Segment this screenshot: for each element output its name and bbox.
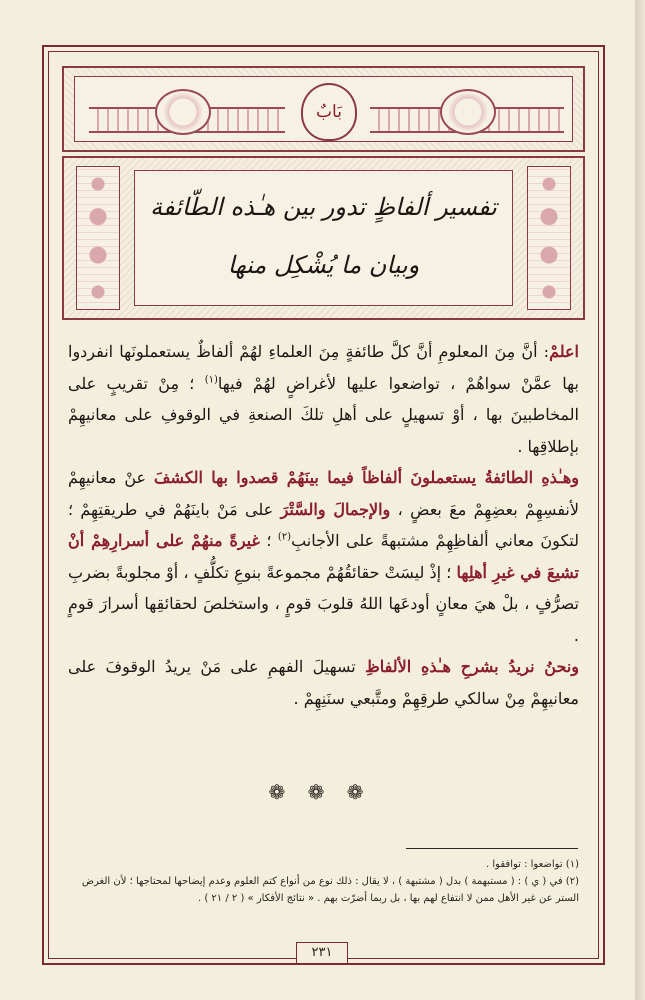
chapter-title-line-1: تفسير ألفاظٍ تدور بين هـٰذه الطّائفة (150, 193, 497, 221)
footnote-1: (١) تواضعوا : توافقوا . (486, 859, 579, 870)
paragraph-1-lead: اعلمْ (549, 342, 579, 361)
paragraph-1-text-2: ؛ مِنْ تقريبٍ على المخاطبينَ بها ، أوْ تسهيلٍ على أهلِ تلكَ الصنعةِ في الوقوفِ على معانيهِمْ بإطلاقِها . (68, 373, 579, 456)
chapter-header-band (62, 66, 585, 152)
paragraph-2-highlight-c: والإجمالَ والسَّتْرَ (280, 499, 391, 519)
chapter-medallion (301, 83, 357, 141)
page-number: ٢٣١ (296, 942, 348, 964)
paragraph-3-highlight-a: ونحنُ نريدُ بشرحِ هـٰذهِ الألفاظِ (365, 657, 579, 676)
chapter-title-box (134, 170, 513, 306)
paragraph-1 (68, 336, 579, 462)
paragraph-2-highlight-f: غيرةً منهُمْ على أسرارِهِمْ أنْ تشيعَ في غيرِ أهلِها (68, 531, 580, 582)
paragraph-1-text: : أنَّ مِنَ المعلومِ أنَّ كلَّ طائفةٍ مِنَ العلماءِ لهُمْ ألفاظٌ يستعملونَها انفردوا بها عمَّنْ سواهُمْ ، تواضعوا عليها لأغراضٍ لهُمْ فيها (68, 342, 579, 393)
paragraph-2-text-b: عنْ معانيهِمْ لأنفسِهِمْ بعضِهِمْ معَ بعضٍ ، (68, 468, 579, 519)
paragraph-2-text-g: ؛ إذْ ليسَتْ حقائقُهُمْ مجموعةً بنوعِ تكلُّفٍ ، أوْ مجلوبةً بضربِ تصرُّفٍ ، بلْ هيَ معانٍ أودعَها اللهُ قلوبَ قومٍ ، واستخلصَ لحقائقِها أسرارَ قومٍ . (68, 562, 579, 645)
chapter-title-panel (62, 156, 585, 320)
main-text (68, 336, 579, 714)
chapter-title-line-2: وبيان ما يُشْكِل منها (227, 251, 420, 279)
left-side-ornament-icon (76, 166, 120, 310)
page-edge-shadow (635, 0, 645, 1000)
chapter-label: بَابٌ (316, 102, 342, 122)
footnote-ref-2[interactable]: (٢) (277, 531, 292, 543)
paragraph-2-text-d: على مَنْ باينَهُمْ في طريقتِهِمْ ؛ لتكونَ معاني ألفاظِهِمْ مشتبهةً على الأجانبِ (68, 499, 579, 550)
paragraph-3-text-b: تسهيلَ الفهمِ على مَنْ يريدُ الوقوفَ على معانيهِمْ مِنْ سالكي طرقِهِمْ ومتَّبعي سنَنِهِمْ . (68, 657, 579, 708)
paragraph-2-highlight-a: وهـٰذهِ الطائفةُ يستعملونَ ألفاظاً فيما بينَهُمْ قصدوا بها الكشفَ (153, 468, 579, 487)
footnote-ref-1[interactable]: (١) (204, 374, 218, 386)
section-separator-icon: ❁ ❁ ❁ (268, 780, 372, 804)
paragraph-2-text-e: ؛ (266, 531, 272, 550)
right-side-ornament-icon (527, 166, 571, 310)
footnotes (68, 856, 579, 907)
paragraph-2 (68, 462, 579, 651)
header-inner-panel (74, 76, 573, 142)
right-ornament-knot-icon (440, 89, 496, 135)
paragraph-3 (68, 651, 579, 714)
footnote-divider (406, 848, 578, 849)
left-ornament-knot-icon (155, 89, 211, 135)
footnote-2: (٢) في ( ي ) : ( مستبهمة ) بدل ( مشتبهة ) ، لا يقال : ذلك نوع من أنواع كتم العلوم وعدم إيضاحها لمحتاجها ؛ لأن الغرض الستر عن غير الأهل ممن لا انتفاع لهم بها ، بل ربما أضرّت بهم . « نتائج الأفكار » ( ٢ / ٢١ ) . (81, 876, 579, 904)
